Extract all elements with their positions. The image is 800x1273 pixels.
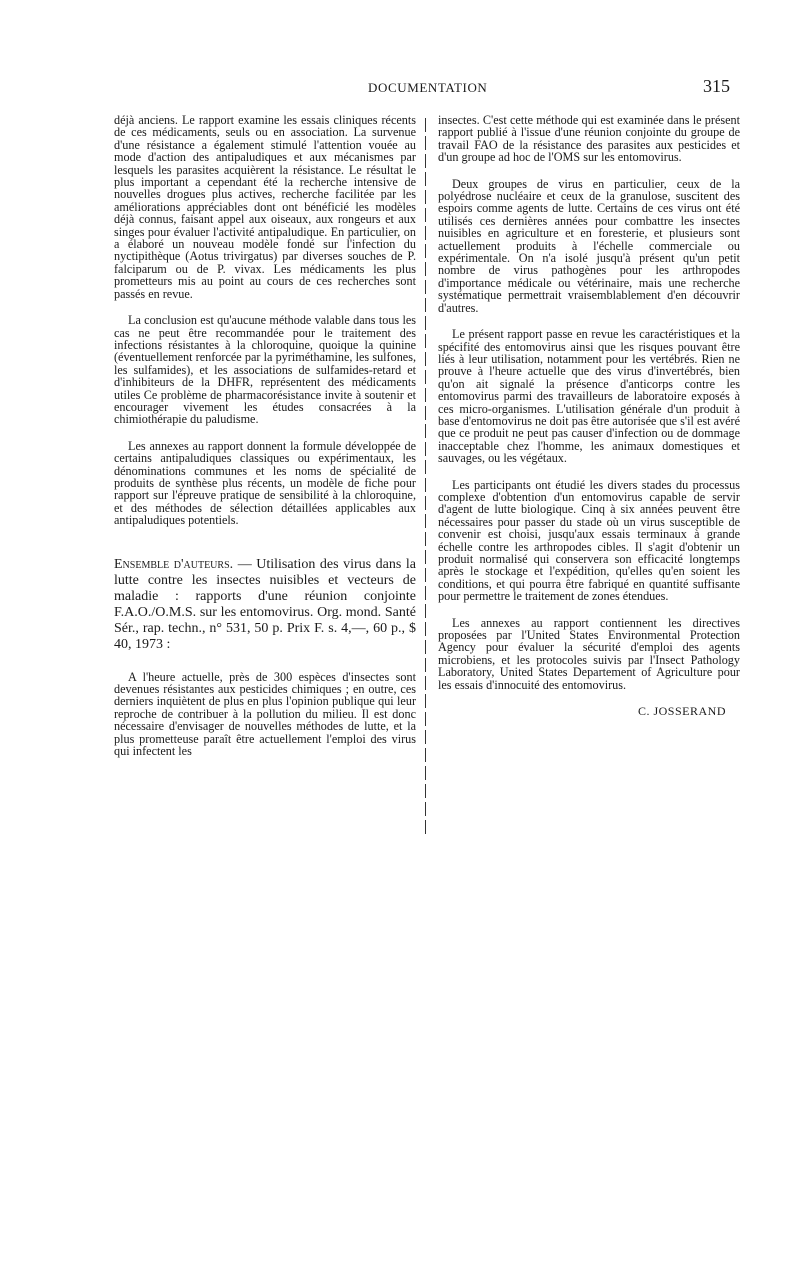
left-column — [114, 114, 416, 771]
reference-text: — Utilisation des virus dans la lutte contre les insectes nuisibles et vecteurs de maladie : rapports d'une réunion conjointe F.A.O./O.M.S. sur les entomovirus. Org. mond. Santé Sér., rap. techn., n° 531, 50 p. Prix F. s. 4,—, 60 p., $ 40, 1973 : — [114, 556, 416, 652]
paragraph: déjà anciens. Le rapport examine les essais cliniques récents de ces médicaments, seuls ou en association. La survenue d'une résistance a également stimulé l'attention vouée au mode d'action des antipaludiques et aux mécanismes par lesquels les parasites acquièrent la résistance. Le résultat le plus important a cependant été la recherche intensive de nouvelles drogues plus actives, recherche facilitée par les améliorations appréciables dont ont bénéficié les modèles déjà connus, faisant appel aux oiseaux, aux rongeurs et aux singes pour évaluer l'activité antipaludique. En particulier, on a élaboré un nouveau modèle fondé sur l'infection du nyctipithèque (Aotus trivirgatus) par diverses souches de P. falciparum ou de P. vivax. Les médicaments les plus prometteurs mis au point au cours de ces recherches sont passés en revue. — [114, 113, 416, 301]
reference-author: Ensemble d'auteurs. — [114, 556, 234, 572]
page-header — [110, 78, 730, 102]
paragraph: Le présent rapport passe en revue les caractéristiques et la spécifité des entomovirus ainsi que les risques pouvant être liés à leur utilisation, notamment pour les vertébrés. Rien ne prouve à l'heure actuelle que des virus d'invertébrés, bien qu'on ait signalé la présence d'anticorps contre les entomovirus parmi des travailleurs de laboratoire exposés à ces micro-organismes. L'utilisation générale d'un produit à base d'entomovirus ne doit pas être autorisée que s'il est avéré que ce produit ne peut pas causer d'infection ou de dommage inacceptable chez l'homme, les animaux domestiques et sauvages, ou les végétaux. — [438, 327, 740, 466]
paragraph: Deux groupes de virus en particulier, ceux de la polyédrose nucléaire et ceux de la granulose, suscitent des espoirs comme agents de lutte. Certains de ces virus ont été utilisés ces dernières années pour combattre les insectes nuisibles en agriculture et en foresterie, et plusieurs sont actuellement produits à l'échelle commerciale ou expérimentale. On n'a isolé jusqu'à présent qu'un petit nombre de virus pathogènes pour les arthropodes d'importance médicale ou vétérinaire, mais une recherche systématique permettrait vraisemblablement d'en découvrir d'autres. — [438, 176, 740, 315]
right-column — [438, 114, 740, 717]
paragraph: La conclusion est qu'aucune méthode valable dans tous les cas ne peut être recommandée pour le traitement des infections résistantes à la chloroquine, quoique la quinine (éventuellement renforcée par la pyriméthamine, les sulfones, les sulfamides), et les associations de sulfamides-retard et d'inhibiteurs de la DHFR, représentent des médicaments utiles Ce problème de pharmacorésistance invite à soutenir et encourager vivement les études consacrées à la chimiothérapie du paludisme. — [114, 313, 416, 427]
page-number: 315 — [703, 76, 730, 96]
column-divider — [425, 118, 426, 838]
paragraph: Les annexes au rapport donnent la formule développée de certains antipaludiques classiques ou expérimentaux, les dénominations communes et les noms de spécialité de produits de synthèse plus récents, un modèle de fiche pour rapport sur l'épreuve pratique de sensibilité à la chloroquine, et des méthodes de sélection détaillées applicables aux antipaludiques potentiels. — [114, 438, 416, 528]
paragraph: A l'heure actuelle, près de 300 espèces d'insectes sont devenues résistantes aux pesticides chimiques ; en outre, ces derniers inquiètent de plus en plus l'opinion publique qui leur reproche de contribuer à la pollution du milieu. Il est donc nécessaire d'envisager de nouvelles méthodes de lutte, et la plus prometteuse paraît être actuellement l'emploi des virus qui infectent les — [114, 669, 416, 759]
reference-heading — [114, 557, 416, 653]
paragraph: Les participants ont étudié les divers stades du processus complexe d'obtention d'un entomovirus capable de servir d'agent de lutte biologique. Cinq à six années peuvent être nécessaires pour passer du stade où un virus susceptible de convenir est choisi, jusqu'aux essais terminaux à grande échelle contre les arthropodes cibles. Il s'agit d'obtenir un produit normalisé qui conservera son efficacité longtemps après le stockage et l'expédition, qu'elles qu'en soient les conditions, et qui pourra être fabriqué en quantité suffisante pour permettre le traitement de zones étendues. — [438, 477, 740, 604]
paragraph: Les annexes au rapport contiennent les directives proposées par l'United States Environmental Protection Agency pour évaluer la sécurité d'emploi des agents microbiens, et les protocoles suivis par l'Insect Pathology Laboratory, United States Departement of Agriculture pour les essais d'innocuité des entomovirus. — [438, 615, 740, 692]
author-signature: C. JOSSERAND — [637, 704, 726, 719]
running-title: DOCUMENTATION — [368, 80, 488, 95]
paragraph: insectes. C'est cette méthode qui est examinée dans le présent rapport publié à l'issue d'une réunion conjointe du groupe de travail FAO de la résistance des parasites aux pesticides et d'un groupe ad hoc de l'OMS sur les entomovirus. — [438, 113, 740, 165]
